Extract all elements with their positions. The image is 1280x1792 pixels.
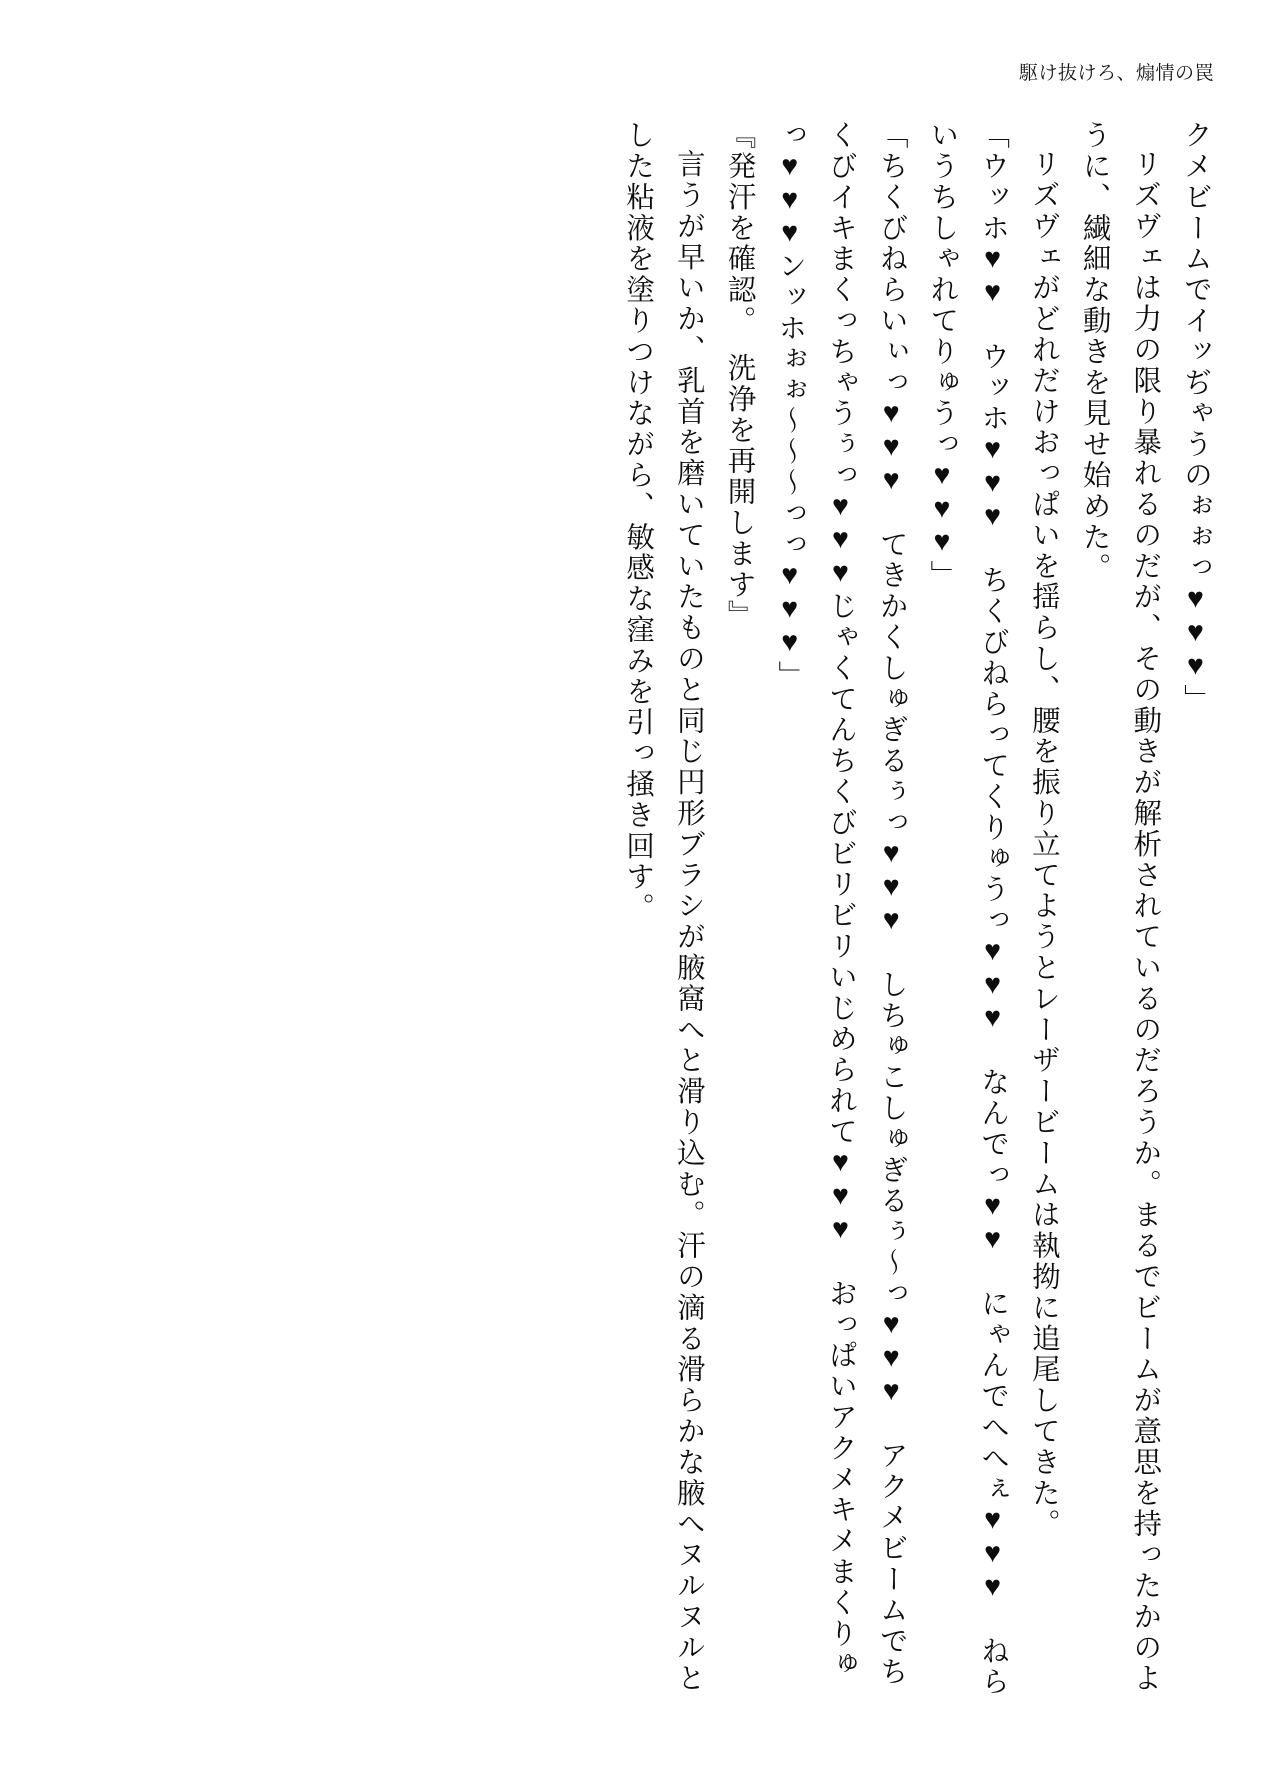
paragraph: 『発汗を確認。 洗浄を再開します』: [723, 120, 755, 632]
running-head: 駆け抜けろ、煽情の罠: [1018, 63, 1214, 84]
paragraph: 「ウッホ♥♥ ウッホ♥♥♥ ちくびねらってくりゅうっ♥♥♥ なんでっ♥♥ にゃんでへへぇ♥♥♥ ねらいうちしゃれてりゅうっ♥♥♥」: [926, 120, 1009, 1698]
paragraph: リズヴェは力の限り暴れるのだが、その動きが解析されているのだろうか。まるでビームが意思を持ったかのように、繊細な動きを見せ始めた。: [1078, 120, 1161, 1694]
paragraph: リズヴェがどれだけおっぱいを揺らし、腰を振り立てようとレーザービームは執拗に追尾してきた。: [1027, 148, 1059, 1539]
paragraph: クメビームでイッぢゃうのぉぉっ♥♥♥」: [1180, 120, 1211, 715]
paragraph: 言うが早いか、乳首を磨いていたものと同じ円形ブラシが腋窩へと滑り込む。汗の滴る滑らかな腋へヌルヌルとした粘液を塗りつけながら、敏感な窪みを引っ掻き回す。: [622, 120, 704, 1694]
page-body: [78, 120, 1220, 1702]
paragraph: 「ちくびねらいぃっ♥♥♥ てきかくしゅぎるぅっ♥♥♥ しちゅこしゅぎるぅ～っ♥♥♥ アクメビームでちくびイキまくっちゃうぅっ♥♥♥じゃくてんちくびビリビリいじめられて♥♥♥ おっぱいアクメキメまくりゅっ♥♥♥ンッホぉぉ～～～っっ♥♥♥」: [774, 120, 907, 1688]
